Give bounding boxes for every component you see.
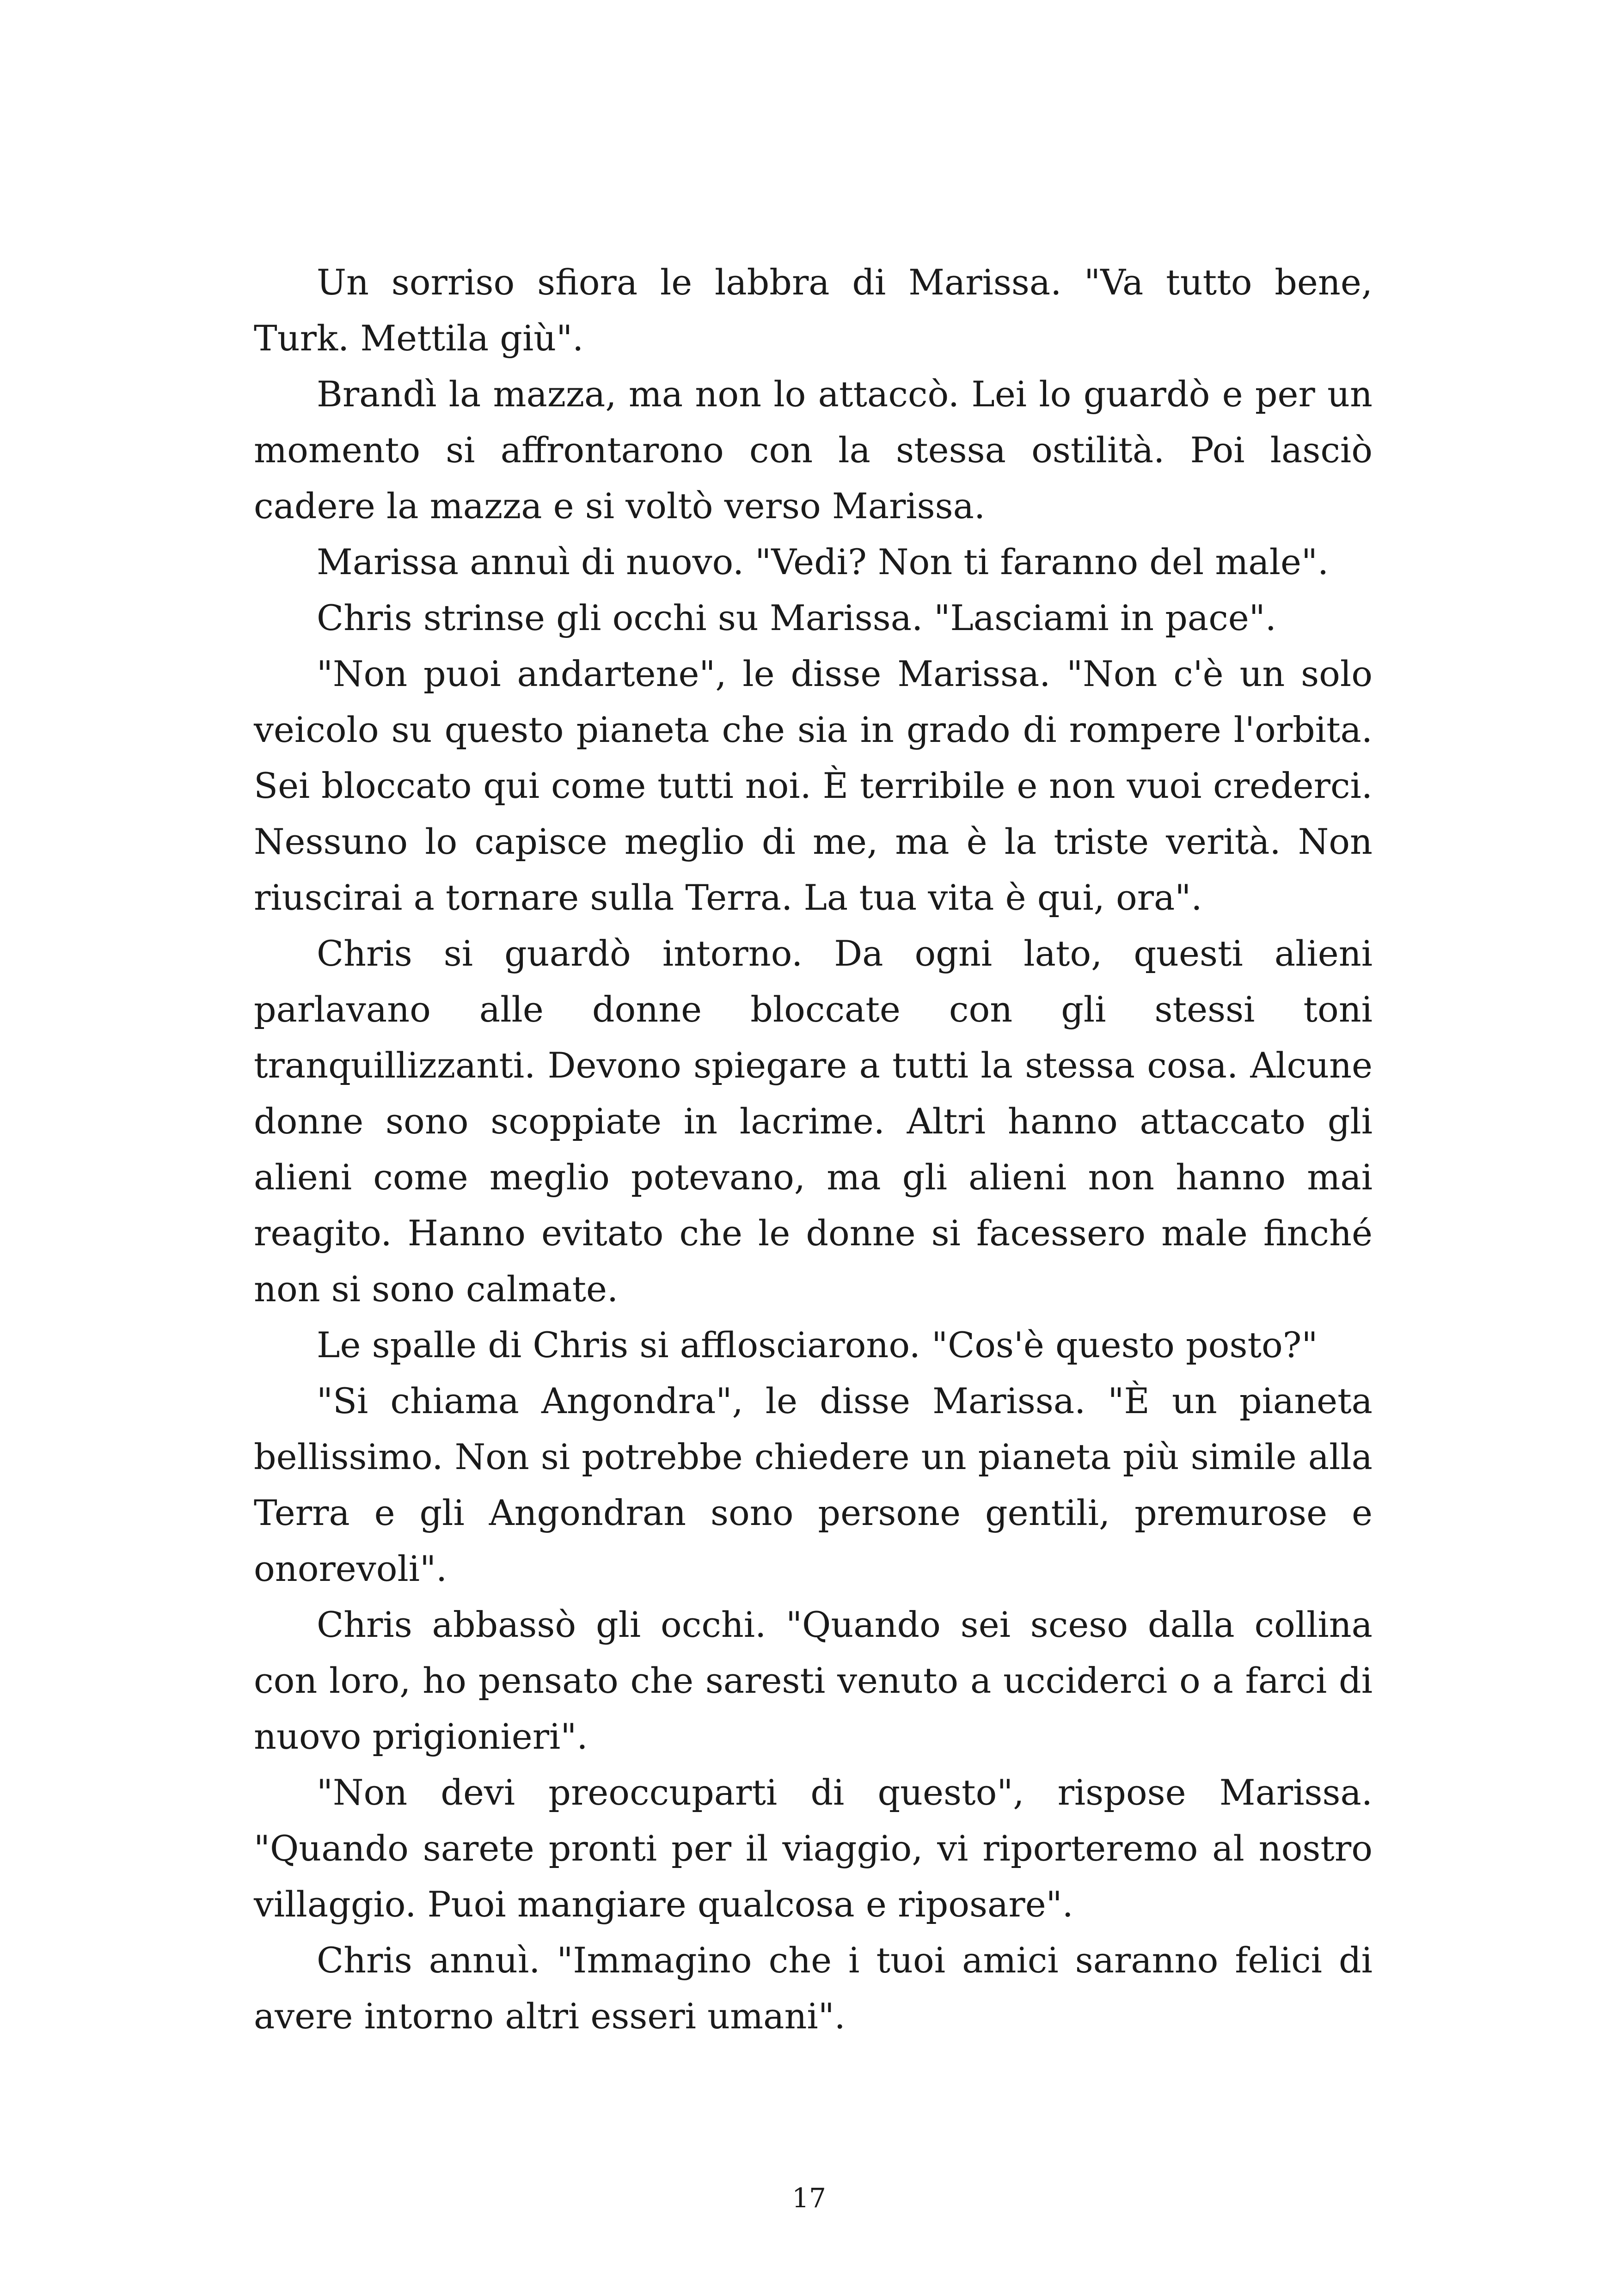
paragraph: Chris abbassò gli occhi. "Quando sei sceso dalla collina con loro, ho pensato che saresti venuto a ucciderci o a farci di nuovo prigionieri". [254,1604,1373,1757]
body-text [254,254,1373,2044]
paragraph: "Si chiama Angondra", le disse Marissa. "È un pianeta bellissimo. Non si potrebbe chiedere un pianeta più simile alla Terra e gli Angondran sono persone gentili, premurose e onorevoli". [254,1380,1373,1589]
paragraph: Chris strinse gli occhi su Marissa. "Lasciami in pace". [317,597,1276,638]
paragraph: Marissa annuì di nuovo. "Vedi? Non ti faranno del male". [317,541,1329,582]
paragraph: Brandì la mazza, ma non lo attaccò. Lei lo guardò e per un momento si affrontarono con la stessa ostilità. Poi lasciò cadere la mazza e si voltò verso Marissa. [254,373,1373,527]
paragraph: Chris si guardò intorno. Da ogni lato, questi alieni parlavano alle donne bloccate con gli stessi toni tranquillizzanti. Devono spiegare a tutti la stessa cosa. Alcune donne sono scoppiate in lacrime. Altri hanno attaccato gli alieni come meglio potevano, ma gli alieni non hanno mai reagito. Hanno evitato che le donne si facessero male finché non si sono calmate. [254,933,1373,1310]
paragraph: "Non devi preoccuparti di questo", rispose Marissa. "Quando sarete pronti per il viaggio, vi riporteremo al nostro villaggio. Puoi mangiare qualcosa e riposare". [254,1772,1373,1925]
paragraph: Chris annuì. "Immagino che i tuoi amici saranno felici di avere intorno altri esseri umani". [254,1940,1373,2037]
paragraph: Un sorriso sfiora le labbra di Marissa. "Va tutto bene, Turk. Mettila giù". [254,262,1373,359]
page-number: 17 [792,2182,826,2214]
paragraph: Le spalle di Chris si afflosciarono. "Cos'è questo posto?" [317,1324,1318,1365]
paragraph: "Non puoi andartene", le disse Marissa. "Non c'è un solo veicolo su questo pianeta che sia in grado di rompere l'orbita. Sei bloccato qui come tutti noi. È terribile e non vuoi crederci. Nessuno lo capisce meglio di me, ma è la triste verità. Non riuscirai a tornare sulla Terra. La tua vita è qui, ora". [254,653,1373,918]
